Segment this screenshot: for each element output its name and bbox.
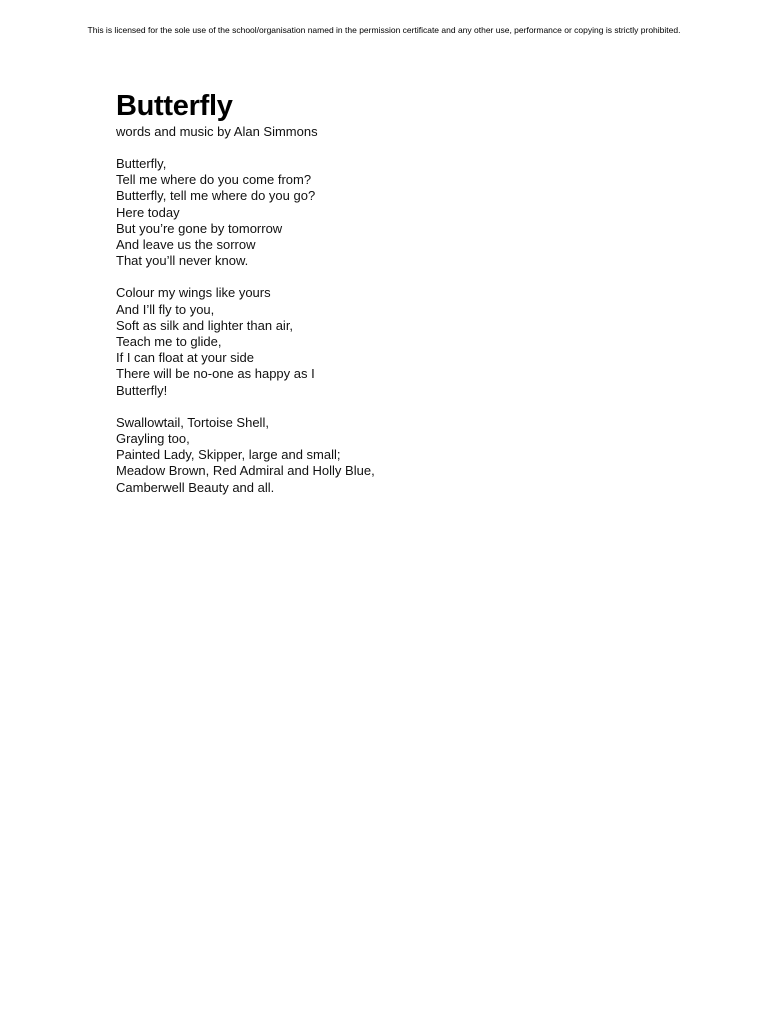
lyric-line: Butterfly,	[116, 156, 167, 171]
lyric-line: Butterfly, tell me where do you go?	[116, 188, 316, 204]
lyrics-sheet	[116, 88, 676, 512]
lyric-line: And leave us the sorrow	[116, 237, 256, 253]
stanza-2	[116, 285, 676, 398]
lyric-line: There will be no-one as happy as I	[116, 366, 315, 382]
song-title: Butterfly	[116, 90, 233, 122]
lyric-line: Soft as silk and lighter than air,	[116, 317, 294, 333]
lyric-line: That you’ll never know.	[116, 253, 249, 269]
lyric-line: Teach me to glide,	[116, 334, 222, 350]
lyric-line: Meadow Brown, Red Admiral and Holly Blue,	[116, 463, 375, 479]
song-credit: words and music by Alan Simmons	[116, 124, 318, 139]
stanza-1	[116, 156, 676, 269]
lyric-line: Grayling too,	[116, 431, 190, 447]
license-notice: This is licensed for the sole use of the school/organisation named in the permission certificate and any other use, performance or copying is strictly prohibited.	[87, 25, 681, 35]
lyric-line: But you’re gone by tomorrow	[116, 220, 283, 236]
lyric-line: Colour my wings like yours	[116, 285, 271, 301]
lyric-line: Butterfly!	[116, 382, 168, 398]
lyric-line: Camberwell Beauty and all.	[116, 479, 275, 495]
lyric-line: Here today	[116, 204, 180, 220]
lyric-line: Tell me where do you come from?	[116, 172, 312, 188]
lyric-line: And I’ll fly to you,	[116, 301, 215, 317]
stanza-3	[116, 415, 676, 496]
lyric-line: Swallowtail, Tortoise Shell,	[116, 414, 269, 430]
lyric-line: Painted Lady, Skipper, large and small;	[116, 447, 341, 463]
lyric-line: If I can float at your side	[116, 350, 255, 366]
